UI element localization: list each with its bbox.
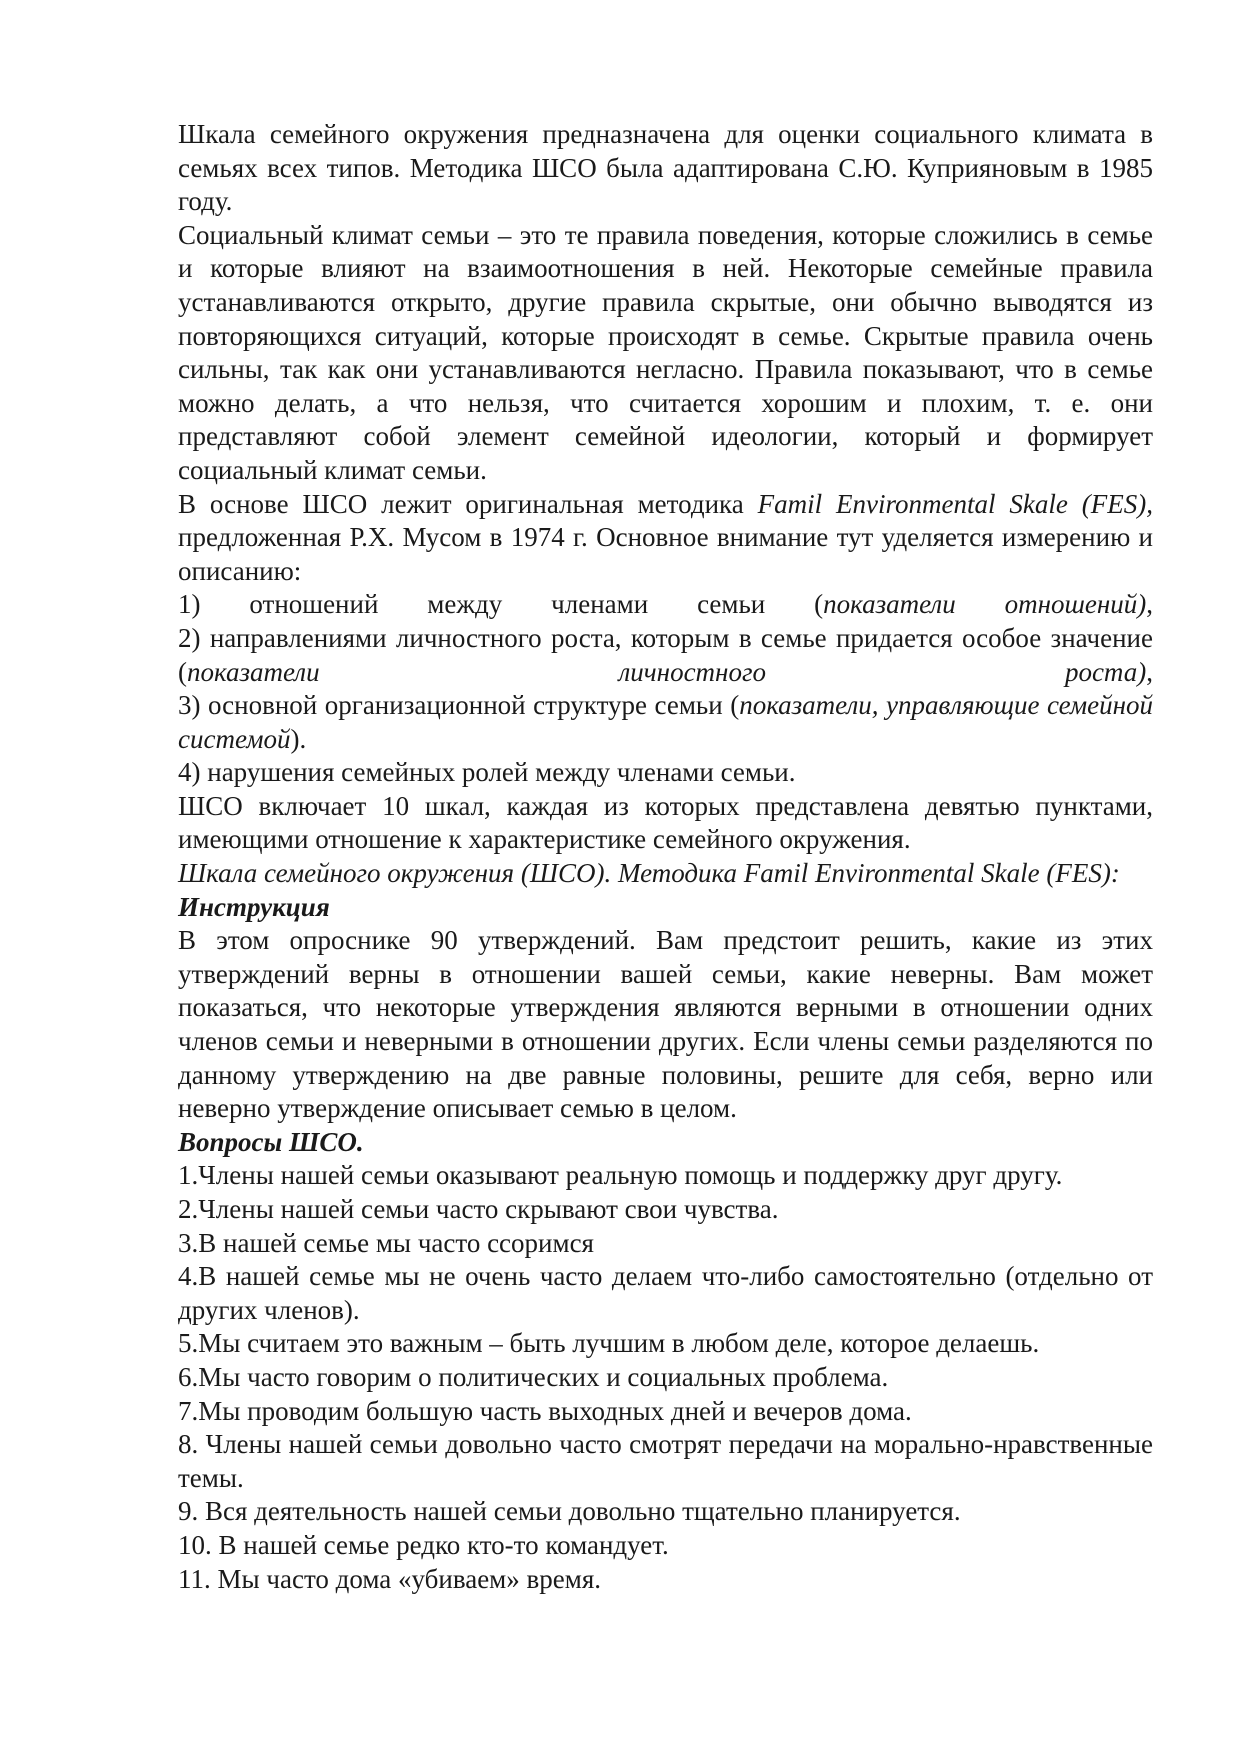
question-item: 7.Мы проводим большую часть выходных дней и вечеров дома. [178,1395,912,1426]
question-item: 2.Члены нашей семьи часто скрывают свои чувства. [178,1194,779,1224]
scales-info-paragraph: ШСО включает 10 шкал, каждая из которых представлена девятью пунктами, имеющими отношение к характеристике семейного окружения. [178,790,1153,855]
measure-item-plain: 4) нарушения семейных ролей между членами семьи. [178,757,796,788]
measure-item-tail: ). [290,723,307,754]
measure-item-italic: показатели личностного роста) [187,656,1147,687]
question-item: 9. Вся деятельность нашей семьи довольно тщательно планируется. [178,1496,961,1527]
social-climate-paragraph: Социальный климат семьи – это те правила поведения, которые сложились в семье и которые влияют на взаимоотношения в ней. Некоторые семейные правила устанавливаются открыто, другие правила скрытые, они обычно выводятся из повторяющихся ситуаций, которые происходят в семье. Скрытые правила очень сильны, так как они устанавливаются негласно. Правила показывают, что в семье можно делать, а что нельзя, что считается хорошим и плохим, т. е. они представляют собой элемент семейной идеологии, который и формирует социальный климат семьи. [178,219,1153,485]
measure-item-4 [178,756,1153,790]
intro-paragraph: Шкала семейного окружения предназначена для оценки социального климата в семьях всех типов. Методика ШСО была адаптирована С.Ю. Куприяновым в 1985 году. [178,119,1153,217]
basis-method-name: Famil Environmental Skale (FES), [757,488,1153,519]
measure-item-plain: 1) отношений между членами семьи ( [178,589,824,620]
question-item: 10. В нашей семье редко кто-то командует. [178,1529,669,1560]
instruction-paragraph: В этом опроснике 90 утверждений. Вам предстоит решить, какие из этих утверждений верны в отношении вашей семьи, какие неверны. Вам может показаться, что некоторые утверждения являются верными в отношении одних членов семьи и неверными в отношении других. Если члены семьи разделяются по данному утверждению на две равные половины, решите для себя, верно или неверно утверждение описывает семью в целом. [178,925,1153,1124]
measure-item-tail: , [1146,589,1153,620]
methodology-title: Шкала семейного окружения (ШСО). Методика Famil Environmental Skale (FES): [178,858,1120,889]
measure-item-1 [178,588,1153,622]
question-item: 8. Члены нашей семьи довольно часто смотрят передачи на морально-нравственные темы. [178,1429,1153,1493]
question-item: 11. Мы часто дома «убиваем» время. [178,1563,602,1594]
question-item: 4.В нашей семье мы не очень часто делаем что-либо самостоятельно (отдельно от других членов). [178,1261,1153,1325]
measure-item-italic: показатели, управляющие семейной системой [178,690,1153,754]
measure-item-3 [178,689,1153,756]
measure-item-plain: 2) направлениями личностного роста, которым в семье придается особое значение ( [178,622,1153,687]
measure-item-2 [178,622,1153,689]
measure-item-plain: 3) основной организационной структуре семьи ( [178,690,740,721]
measure-item-tail: , [1146,656,1153,687]
basis-text-2: предложенная Р.Х. Мусом в 1974 г. Основное внимание тут уделяется измерению и описанию: [178,522,1153,586]
question-item: 5.Мы считаем это важным – быть лучшим в любом деле, которое делаешь. [178,1328,1040,1359]
measure-item-italic: показатели отношений) [823,589,1147,620]
question-item: 6.Мы часто говорим о политических и социальных проблема. [178,1361,889,1392]
questions-heading: Вопросы ШСО. [178,1126,364,1157]
basis-text-1: В основе ШСО лежит оригинальная методика [178,488,758,519]
instruction-heading: Инструкция [178,891,330,922]
question-item: 3.В нашей семье мы часто ссоримся [178,1227,594,1258]
document-page [178,118,1153,1596]
basis-paragraph [178,488,1153,589]
question-item: 1.Члены нашей семьи оказывают реальную помощь и поддержку друг другу. [178,1160,1063,1191]
